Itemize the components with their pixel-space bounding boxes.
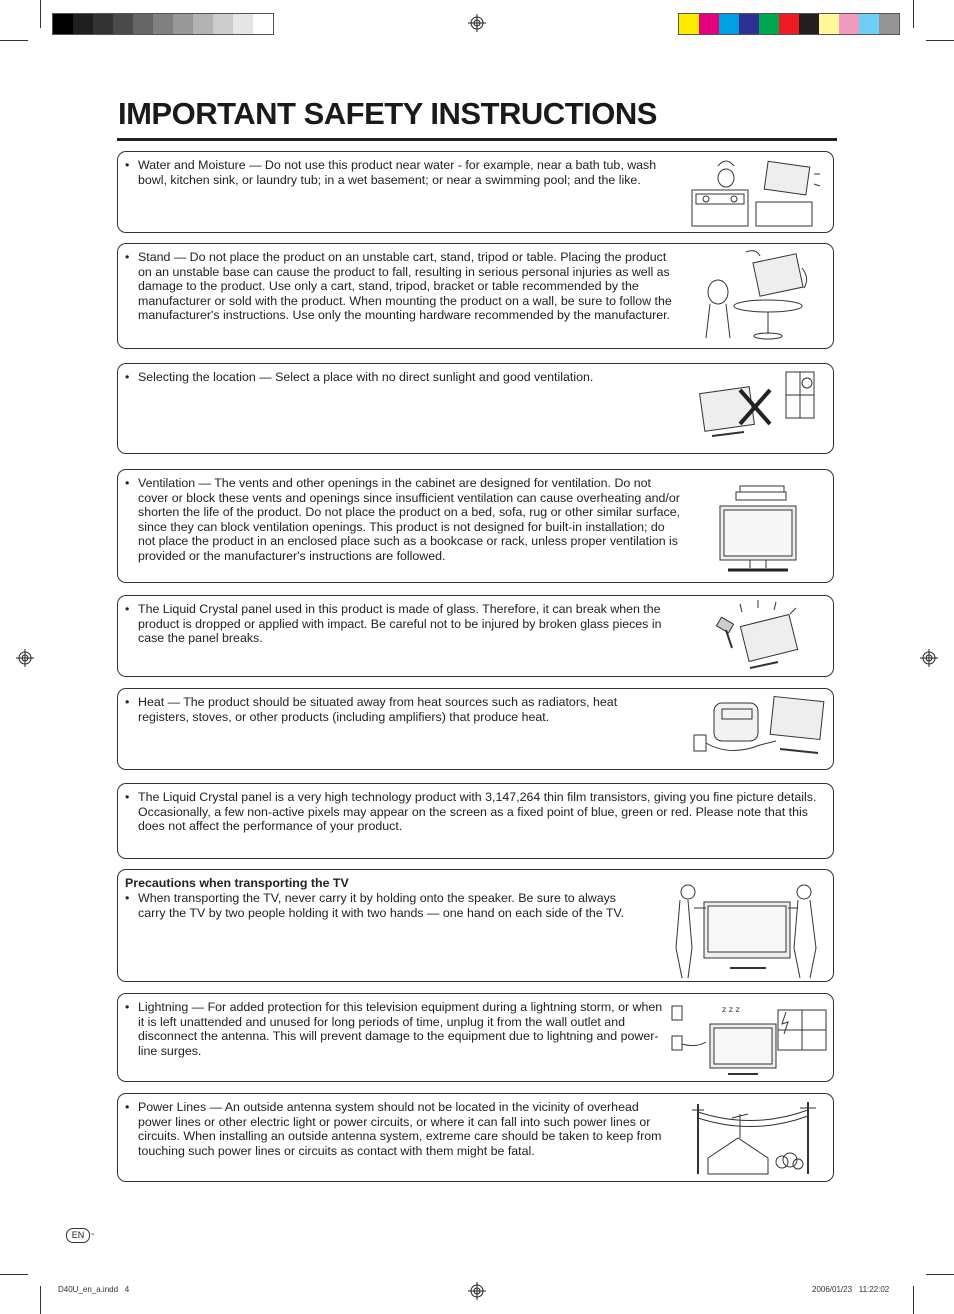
power-lines-antenna-illustration	[688, 1100, 830, 1178]
calibration-swatch	[859, 14, 879, 34]
section-heading: Precautions when transporting the TV	[125, 876, 349, 890]
section-text: Heat — The product should be situated away from heat sources such as radiators, heat registers, stoves, or other products (including amplifiers) that produce heat.	[138, 695, 618, 724]
section-text: When transporting the TV, never carry it by holding onto the speaker. Be sure to always carry the TV by two people holding it with two hands — one hand on each side of the TV.	[138, 891, 625, 920]
calibration-swatch	[759, 14, 779, 34]
registration-mark-icon	[16, 649, 34, 667]
calibration-swatch	[739, 14, 759, 34]
bullet: •	[125, 370, 130, 384]
calibration-swatch	[53, 14, 73, 34]
calibration-swatch	[819, 14, 839, 34]
crop-mark	[40, 0, 41, 28]
zzz-label: z z z	[722, 1005, 740, 1014]
registration-mark-icon	[468, 14, 486, 32]
calibration-swatch	[779, 14, 799, 34]
bullet: •	[125, 790, 130, 804]
crop-mark	[40, 1286, 41, 1314]
safety-box-glass-panel	[117, 595, 834, 677]
calibration-swatch	[193, 14, 213, 34]
crop-mark	[0, 1274, 28, 1275]
color-calibration-bar	[678, 13, 900, 35]
crop-mark	[0, 40, 28, 41]
two-people-carrying-tv-illustration	[670, 878, 830, 980]
safety-box-heat	[117, 688, 834, 770]
bullet: •	[125, 695, 130, 709]
crop-mark	[926, 1274, 954, 1275]
bullet: •	[125, 158, 130, 172]
footer-timestamp: 2006/01/23 11:22:02	[812, 1285, 890, 1294]
bullet: •	[125, 476, 130, 490]
section-text: Stand — Do not place the product on an unstable cart, stand, tripod or table. Placing the product on an unstable base can cause the product to fall, resulting in serious personal injuries as well as damage to the product. Use only a cart, stand, tripod, bracket or table recommended by the manufacturer or sold with the product. When mounting the product on a wall, be sure to follow the manufacturer's instructions. Use only the mounting hardware recommended by the manufacturer.	[138, 250, 672, 323]
section-text: Power Lines — An outside antenna system should not be located in the vicinity of overhead power lines or other electric light or power circuits, or where it can fall into such power lines or circuits. When installing an outside antenna system, extreme care should be taken to keep from touching such power lines or circuits as contact with them might be fatal.	[138, 1100, 662, 1158]
calibration-swatch	[799, 14, 819, 34]
bullet: •	[125, 1100, 130, 1114]
sunlight-location-illustration	[698, 370, 818, 450]
calibration-swatch	[679, 14, 699, 34]
page-title: IMPORTANT SAFETY INSTRUCTIONS	[118, 96, 657, 131]
bullet: •	[125, 891, 130, 905]
crop-mark	[913, 1286, 914, 1314]
calibration-swatch	[879, 14, 899, 34]
safety-box-stand	[117, 243, 834, 349]
calibration-swatch	[173, 14, 193, 34]
registration-mark-icon	[468, 1282, 486, 1300]
section-text: The Liquid Crystal panel is a very high technology product with 3,147,264 thin film transistors, giving you fine picture details.	[138, 790, 817, 804]
safety-box-water	[117, 151, 834, 233]
bullet: •	[125, 602, 130, 616]
section-text: Lightning — For added protection for this television equipment during a lightning storm, or when it is left unattended and unused for long periods of time, unplug it from the wall outlet and disconnect the antenna. This will prevent damage to the equipment due to lightning and power-line surges.	[138, 1000, 663, 1058]
section-text: The Liquid Crystal panel used in this product is made of glass. Therefore, it can break when the product is dropped or applied with impact. Be careful not to be injured by broken glass pieces in case the panel breaks.	[138, 602, 662, 646]
footer-filename: D40U_en_a.indd 4	[58, 1285, 130, 1294]
grayscale-calibration-bar	[52, 13, 274, 35]
bullet: •	[125, 1000, 130, 1014]
section-text: Ventilation — The vents and other openings in the cabinet are designed for ventilation. Do not cover or block these vents and openings since insufficient ventilation can cause overheating and/or shorten the life of the product. Do not place the product on a bed, sofa, rug or other similar surface, since they can block ventilation openings. This product is not designed for built-in installation; do not place the product in an enclosed place such as a bookcase or rack, unless proper ventilation is provided or the manufacturer's instructions are followed.	[138, 476, 681, 563]
calibration-swatch	[839, 14, 859, 34]
safety-box-transporting	[117, 869, 834, 982]
safety-box-location	[117, 363, 834, 454]
safety-box-power-lines	[117, 1093, 834, 1182]
calibration-swatch	[113, 14, 133, 34]
heater-illustration	[690, 691, 830, 767]
crop-mark	[926, 40, 954, 41]
calibration-swatch	[213, 14, 233, 34]
calibration-swatch	[699, 14, 719, 34]
calibration-swatch	[93, 14, 113, 34]
calibration-swatch	[153, 14, 173, 34]
calibration-swatch	[133, 14, 153, 34]
calibration-swatch	[233, 14, 253, 34]
water-moisture-illustration	[686, 156, 828, 228]
unstable-stand-illustration	[698, 248, 818, 344]
page-number-dash: -	[91, 1228, 95, 1240]
lightning-unplug-illustration	[666, 998, 830, 1080]
safety-box-lcd-pixels	[117, 783, 834, 859]
language-badge: EN	[66, 1228, 90, 1243]
calibration-swatch	[73, 14, 93, 34]
section-text: Selecting the location — Select a place with no direct sunlight and good ventilation.	[138, 370, 594, 384]
glass-panel-impact-illustration	[696, 598, 816, 674]
registration-mark-icon	[920, 649, 938, 667]
crop-mark	[913, 0, 914, 28]
calibration-swatch	[253, 14, 273, 34]
section-text: Water and Moisture — Do not use this product near water - for example, near a bath tub, wash bowl, kitchen sink, or laundry tub; in a wet basement; or near a swimming pool; and the like.	[138, 158, 657, 187]
bullet: •	[125, 250, 130, 264]
section-text-secondary: Occasionally, a few non-active pixels may appear on the screen as a fixed point of blue, green or red. Please note that this does not affect the performance of your product.	[138, 804, 808, 834]
safety-box-ventilation	[117, 469, 834, 583]
ventilation-illustration	[714, 482, 804, 576]
calibration-swatch	[719, 14, 739, 34]
title-rule	[117, 138, 837, 141]
safety-box-lightning	[117, 993, 834, 1082]
